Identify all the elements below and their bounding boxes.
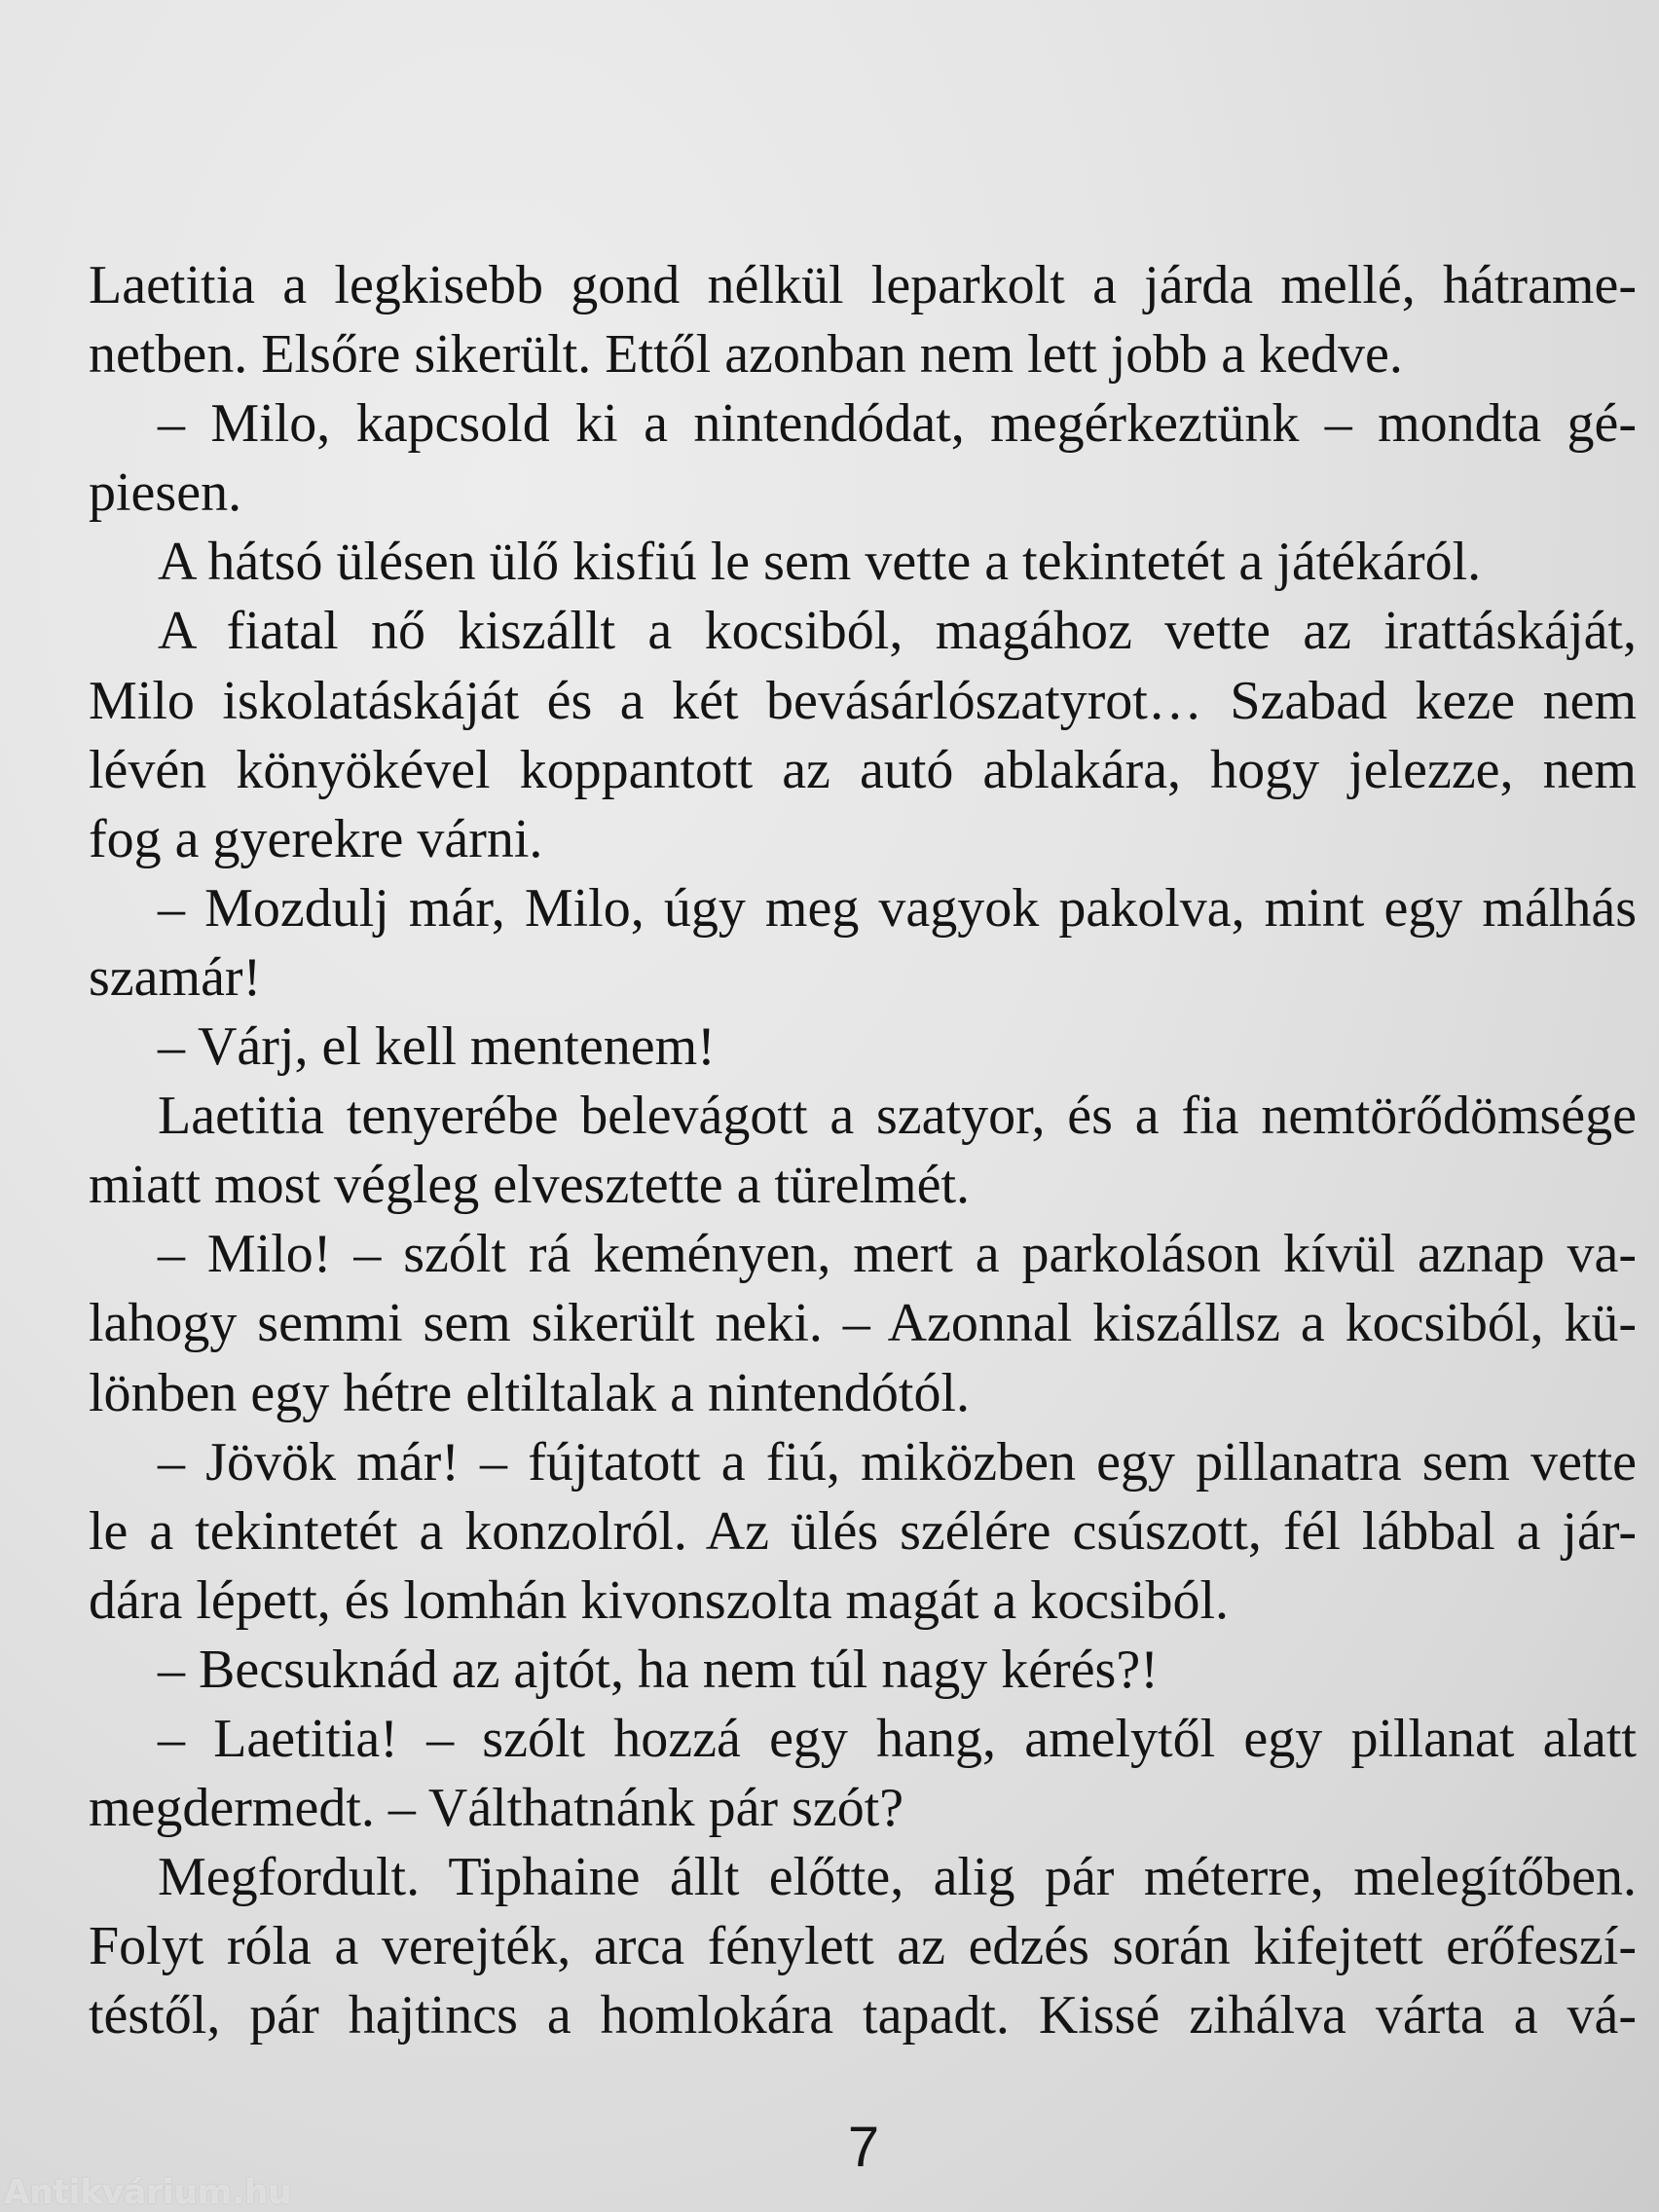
paragraph (89, 251, 1637, 389)
paragraph (89, 1705, 1637, 1843)
paragraph (89, 1082, 1637, 1220)
text-line: szamár! (89, 946, 262, 1008)
page-number: 7 (847, 2116, 880, 2179)
paragraph (89, 1428, 1637, 1636)
text-line: lönben egy hétre eltiltalak a nintendótól. (89, 1362, 971, 1423)
text-line: megdermedt. – Válthatnánk pár szót? (89, 1778, 904, 1839)
text-line: fog a gyerekre várni. (89, 808, 543, 869)
text-line: miatt most végleg elvesztette a türelmét. (89, 1155, 971, 1216)
paragraph (89, 1013, 1637, 1082)
text-line: Milo iskolatáskáját és a két bevásárlószatyrot… Szabad keze nem (89, 670, 1637, 731)
text-line: netben. Elsőre sikerült. Ettől azonban nem lett jobb a kedve. (89, 324, 1403, 386)
text-line: téstől, pár hajtincs a homlokára tapadt. Kissé zihálva várta a vá- (89, 1985, 1637, 2046)
watermark: Antikvárium.hu (4, 2173, 292, 2212)
text-line: – Milo, kapcsold ki a nintendódat, megérkeztünk – mondta gé- (158, 393, 1637, 455)
text-line: le a tekintetét a konzolról. Az ülés szélére csúszott, fél lábbal a jár- (89, 1500, 1637, 1562)
text-line: Folyt róla a verejték, arca fénylett az edzés során kifejtett erőfeszí- (89, 1916, 1637, 1977)
text-line: A fiatal nő kiszállt a kocsiból, magához vette az irattáskáját, (158, 601, 1637, 662)
text-line: – Jövök már! – fújtatott a fiú, miközben egy pillanatra sem vette (158, 1431, 1637, 1493)
text-line: lahogy semmi sem sikerült neki. – Azonnal kiszállsz a kocsiból, kü- (89, 1293, 1637, 1354)
paragraph (89, 597, 1637, 873)
text-line: Laetitia tenyerébe belevágott a szatyor, és a fia nemtörődömsége (158, 1086, 1637, 1147)
text-line: Laetitia a legkisebb gond nélkül leparkolt a járda mellé, hátrame- (89, 255, 1637, 315)
paragraph (89, 1636, 1637, 1705)
paragraph (89, 874, 1637, 1013)
text-line: A hátsó ülésen ülő kisfiú le sem vette a tekintetét a játékáról. (158, 532, 1482, 593)
text-line: – Várj, el kell mentenem! (158, 1016, 716, 1078)
paragraph (89, 528, 1637, 597)
text-line: – Milo! – szólt rá keményen, mert a parkoláson kívül aznap va- (158, 1224, 1637, 1285)
text-line: lévén könyökével koppantott az autó ablakára, hogy jelezze, nem (89, 739, 1637, 800)
text-line: – Laetitia! – szólt hozzá egy hang, amelytől egy pillanat alatt (158, 1708, 1637, 1769)
text-line: piesen. (89, 462, 242, 524)
paragraph (89, 1843, 1637, 2050)
text-line: Megfordult. Tiphaine állt előtte, alig pár méterre, melegítőben. (158, 1847, 1637, 1908)
text-line: dára lépett, és lomhán kivonszolta magát a kocsiból. (89, 1569, 1229, 1631)
text-line: – Becsuknád az ajtót, ha nem túl nagy kérés?! (158, 1639, 1159, 1700)
body-text (89, 251, 1637, 2050)
paragraph (89, 1220, 1637, 1427)
text-line: – Mozdulj már, Milo, úgy meg vagyok pakolva, mint egy málhás (158, 877, 1637, 939)
paragraph (89, 389, 1637, 528)
